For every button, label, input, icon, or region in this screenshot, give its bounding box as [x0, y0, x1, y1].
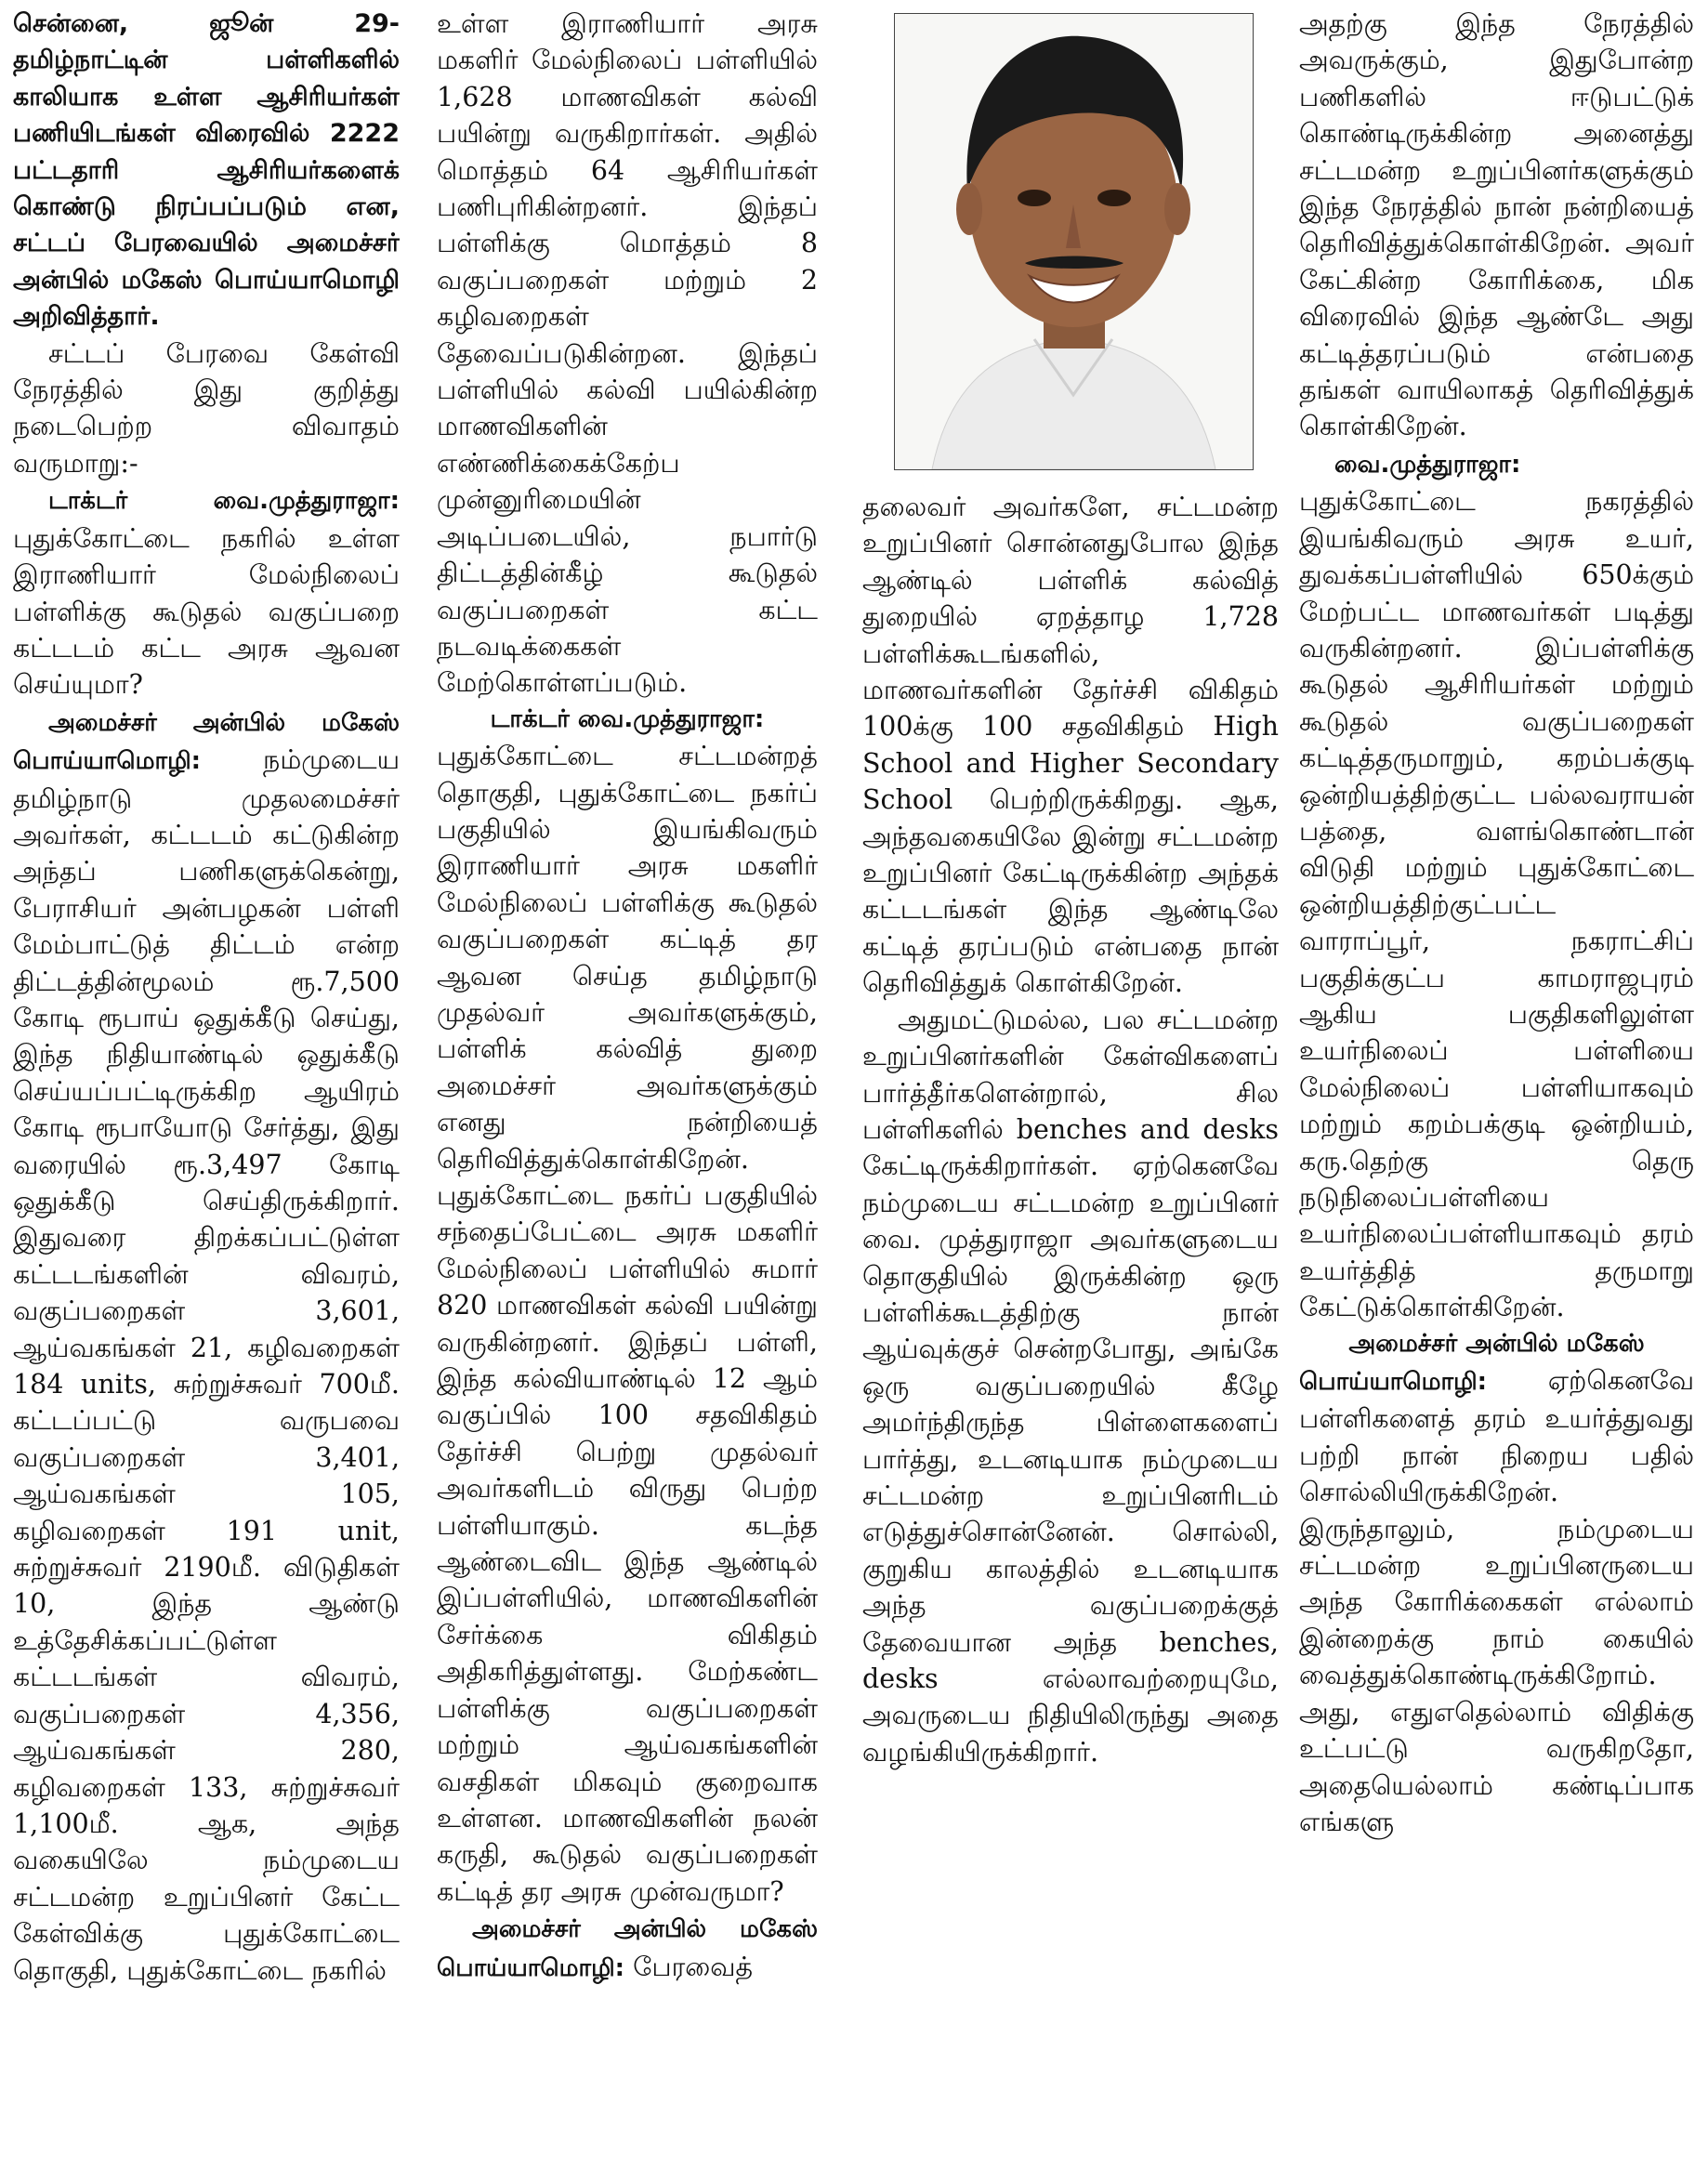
column-4 [1299, 6, 1694, 2163]
column-2 [437, 6, 818, 2163]
speech-text: பேரவைத் [633, 1951, 754, 1982]
paragraph: அதுமட்டுமல்ல, பல சட்டமன்ற உறுப்பினர்களின் கேள்விகளைப் பார்த்தீர்களென்றால், சில பள்ளிகளில் benches and desks கேட்டிருக்கிறார்கள். ஏற்கெனவே நம்முடைய சட்டமன்ற உறுப்பினர் வை. முத்துராஜா அவர்களுடைய தொகுதியில் இருக்கின்ற ஒரு பள்ளிக்கூடத்திற்கு நான் ஆய்வுக்குச் சென்றபோது, அங்கே ஒரு வகுப்பறையில் கீழே அமர்ந்திருந்த பிள்ளைகளைப் பார்த்து, உடனடியாக நம்முடைய சட்டமன்ற உறுப்பினரிடம் எடுத்துச்சொன்னேன். சொல்லி, குறுகிய காலத்தில் உடனடியாக அந்த வகுப்பறைக்குத் தேவையான அந்த benches, desks எல்லாவற்றையுமே, அவருடைய நிதியிலிருந்து அதை வழங்கியிருக்கிறார். [862, 1004, 1279, 1768]
speaker-name: டாக்டர் வை.முத்துராஜா: [48, 487, 400, 516]
paragraph: தலைவர் அவர்களே, சட்டமன்ற உறுப்பினர் சொன்னதுபோல இந்த ஆண்டில் பள்ளிக் கல்வித் துறையில் ஏறத்தாழ 1,728 பள்ளிக்கூடங்களில், மாணவர்களின் தேர்ச்சி விகிதம் 100க்கு 100 சதவிகிதம் High School and Higher Secondary School பெற்றிருக்கிறது. ஆக, அந்தவகையிலே இன்று சட்டமன்ற உறுப்பினர் கேட்டிருக்கின்ற அந்தக் கட்டடங்கள் இந்த ஆண்டிலே கட்டித் தரப்படும் என்பதை நான் தெரிவித்துக் கொள்கிறேன். [862, 492, 1279, 999]
speech-paragraph [13, 481, 400, 703]
lead-paragraph: சென்னை, ஜூன் 29- தமிழ்நாட்டின் பள்ளிகளில் காலியாக உள்ள ஆசிரியர்கள் பணியிடங்கள் விரைவில் 2222 பட்டதாரி ஆசிரியர்களைக் கொண்டு நிரப்பப்படும் என, சட்டப் பேரவையில் அமைச்சர் அன்பில் மகேஸ் பொய்யாமொழி அறிவித்தார். [13, 9, 400, 332]
speech-text: ஏற்கெனவே பள்ளிகளைத் தரம் உயர்த்துவது பற்றி நான் நிறைய பதில் சொல்லியிருக்கிறேன். இருந்தாலும், நம்முடைய சட்டமன்ற உறுப்பினருடைய அந்த கோரிக்கைகள் எல்லாம் இன்றைக்கு நாம் கையில் வைத்துக்கொண்டிருக்கிறோம். அது, எதுஎதெல்லாம் விதிக்கு உட்பட்டு வருகிறதோ, அதையெல்லாம் கண்டிப்பாக எங்களு [1299, 1365, 1694, 1837]
speech-text: நம்முடைய தமிழ்நாடு முதலமைச்சர் அவர்கள், கட்டடம் கட்டுகின்ற அந்தப் பணிகளுக்கென்று, பேராசியர் அன்பழகன் பள்ளி மேம்பாட்டுத் திட்டம் என்ற திட்டத்தின்மூலம் ரூ.7,500 கோடி ரூபாய் ஒதுக்கீடு செய்து, இந்த நிதியாண்டில் ஒதுக்கீடு செய்யப்பட்டிருக்கிற ஆயிரம் கோடி ரூபாயோடு சேர்த்து, இது வரையில் ரூ.3,497 கோடி ஒதுக்கீடு செய்திருக்கிறார். இதுவரை திறக்கப்பட்டுள்ள கட்டடங்களின் விவரம், வகுப்பறைகள் 3,601, ஆய்வகங்கள் 21, கழிவறைகள் 184 units, சுற்றுச்சுவர் 700மீ. கட்டப்பட்டு வருபவை வகுப்பறைகள் 3,401, ஆய்வகங்கள் 105, கழிவறைகள் 191 unit, சுற்றுச்சுவர் 2190மீ. விடுதிகள் 10, இந்த ஆண்டு உத்தேசிக்கப்பட்டுள்ள கட்டடங்கள் விவரம், வகுப்பறைகள் 4,356, ஆய்வகங்கள் 280, கழிவறைகள் 133, சுற்றுச்சுவர் 1,100மீ. ஆக, அந்த வகையிலே நம்முடைய சட்டமன்ற உறுப்பினர் கேட்ட கேள்விக்கு புதுக்கோட்டை தொகுதி, புதுக்கோட்டை நகரில் [13, 744, 400, 1986]
column-1 [13, 6, 400, 2163]
paragraph: அதற்கு இந்த நேரத்தில் அவருக்கும், இதுபோன்ற பணிகளில் ஈடுபட்டுக் கொண்டிருக்கின்ற அனைத்து சட்டமன்ற உறுப்பினர்களுக்கும் இந்த நேரத்தில் நான் நன்றியைத் தெரிவித்துக்கொள்கிறேன். அவர் கேட்கின்ற கோரிக்கை, மிக விரைவில் இந்த ஆண்டே அது கட்டித்தரப்படும் என்பதை தங்கள் வாயிலாகத் தெரிவித்துக் கொள்கிறேன். [1299, 8, 1694, 442]
paragraph: உள்ள இராணியார் அரசு மகளிர் மேல்நிலைப் பள்ளியில் 1,628 மாணவிகள் கல்வி பயின்று வருகிறார்கள். அதில் மொத்தம் 64 ஆசிரியர்கள் பணிபுரிகின்றனர். இந்தப் பள்ளிக்கு மொத்தம் 8 வகுப்பறைகள் மற்றும் 2 கழிவறைகள் தேவைப்படுகின்றன. இந்தப் பள்ளியில் கல்வி பயில்கின்ற மாணவிகளின் எண்ணிக்கைக்கேற்ப முன்னுரிமையின் அடிப்படையில், நபார்டு திட்டத்தின்கீழ் கூடுதல் வகுப்பறைகள் கட்ட நடவடிக்கைகள் மேற்கொள்ளப்படும். [437, 8, 818, 699]
column-3 [862, 6, 1279, 2163]
speech-paragraph [13, 703, 400, 1989]
speaker-name: வை.முத்துராஜா: [1334, 450, 1521, 479]
speaker-name: அமைச்சர் அன்பில் மகேஸ் பொய்யாமொழி: [13, 708, 400, 776]
intro-paragraph: சட்டப் பேரவை கேள்வி நேரத்தில் இது குறித்து நடைபெற்ற விவாதம் வருமாறு:- [13, 337, 400, 479]
speaker-name: அமைச்சர் அன்பில் மகேஸ் பொய்யாமொழி: [437, 1915, 818, 1982]
speech-text: புதுக்கோட்டை நகரத்தில் இயங்கிவரும் அரசு உயர், துவக்கப்பள்ளியில் 650க்கும் மேற்பட்ட மாணவர்கள் படித்து வருகின்றனர். இப்பள்ளிக்கு கூடுதல் ஆசிரியர்கள் மற்றும் கூடுதல் வகுப்பறைகள் கட்டித்தருமாறும், கறம்பக்குடி ஒன்றியத்திற்குட்ட பல்லவராயன் பத்தை, வளங்கொண்டான் விடுதி மற்றும் புதுக்கோட்டை ஒன்றியத்திற்குட்பட்ட வாராப்பூர், நகராட்சிப் பகுதிக்குட்ப காமராஜபுரம் ஆகிய பகுதிகளிலுள்ள உயர்நிலைப் பள்ளியை மேல்நிலைப் பள்ளியாகவும் மற்றும் கறம்பக்குடி ஒன்றியம், கரு.தெற்கு தெரு நடுநிலைப்பள்ளியை உயர்நிலைப்பள்ளியாகவும் தரம் உயர்த்தித் தருமாறு கேட்டுக்கொள்கிறேன். [1299, 486, 1694, 1323]
speaker-heading: அமைச்சர் அன்பில் மகேஸ் [1348, 1329, 1645, 1358]
speech-paragraph [1299, 1362, 1694, 1840]
speaker-heading: டாக்டர் வை.முத்துராஜா: [490, 704, 765, 733]
speech-paragraph [1299, 445, 1694, 1326]
speaker-name: பொய்யாமொழி: [1299, 1368, 1488, 1397]
paragraph: புதுக்கோட்டை சட்டமன்றத் தொகுதி, புதுக்கோட்டை நகர்ப் பகுதியில் இயங்கிவரும் இராணியார் அரசு மகளிர் மேல்நிலைப் பள்ளிக்கு கூடுதல் வகுப்பறைகள் கட்டித் தர ஆவன செய்த தமிழ்நாடு முதல்வர் அவர்களுக்கும், பள்ளிக் கல்வித் துறை அமைச்சர் அவர்களுக்கும் எனது நன்றியைத் தெரிவித்துக்கொள்கிறேன். புதுக்கோட்டை நகர்ப் பகுதியில் சந்தைப்பேட்டை அரசு மகளிர் மேல்நிலைப் பள்ளியில் சுமார் 820 மாணவிகள் கல்வி பயின்று வருகின்றனர். இந்தப் பள்ளி, இந்த கல்வியாண்டில் 12 ஆம் வகுப்பில் 100 சதவிகிதம் தேர்ச்சி பெற்று முதல்வர் அவர்களிடம் விருது பெற்ற பள்ளியாகும். கடந்த ஆண்டைவிட இந்த ஆண்டில் இப்பள்ளியில், மாணவிகளின் சேர்க்கை விகிதம் அதிகரித்துள்ளது. மேற்கண்ட பள்ளிக்கு வகுப்பறைகள் மற்றும் ஆய்வகங்களின் வசதிகள் மிகவும் குறைவாக உள்ளன. மாணவிகளின் நலன் கருதி, கூடுதல் வகுப்பறைகள் கட்டித் தர அரசு முன்வருமா? [437, 741, 818, 1907]
speech-text: புதுக்கோட்டை நகரில் உள்ள இராணியார் மேல்நிலைப் பள்ளிக்கு கூடுதல் வகுப்பறை கட்டடம் கட்ட அரசு ஆவன செய்யுமா? [13, 522, 400, 701]
speech-paragraph [437, 1910, 818, 1987]
column-3-text [862, 489, 1279, 1770]
